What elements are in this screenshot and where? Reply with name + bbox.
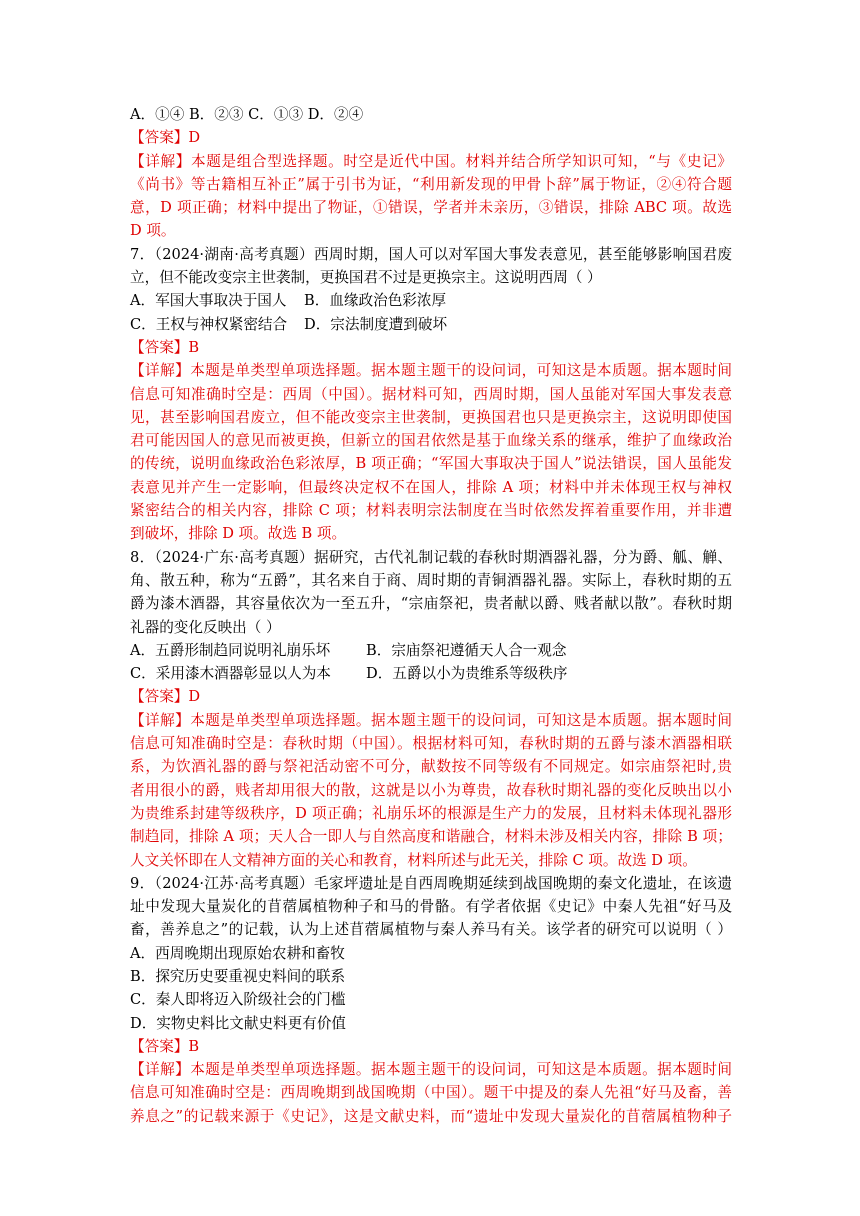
q9-detail-line: 养息之”的记载来源于《史记》，这是文献史料，而“遗址中发现大量炭化的苜蓿属植物种子: [130, 1107, 732, 1125]
q7-option-d: D．宗法制度遭到破坏: [304, 315, 448, 333]
q8-detail-line: 为贵维系封建等级秩序，D 项正确；礼崩乐坏的根源是生产力的发展，且材料未体现礼器形: [130, 804, 732, 822]
q8-options-row: [130, 662, 732, 685]
q6-detail-line: 意，D 项正确；材料中提出了物证，①错误，学者并未亲历，③错误，排除 ABC 项。故选: [130, 199, 732, 217]
q6-detail-line: 【详解】本题是组合型选择题。时空是近代中国。材料并结合所学知识可知，“与《史记》: [130, 152, 732, 170]
q9-stem-line: 址中发现大量炭化的苜蓿属植物种子和马的骨骼。有学者依据《史记》中秦人先祖“好马及: [130, 898, 732, 916]
q7-detail-line: 的传统，说明血缘政治色彩浓厚，B 项正确；“军国大事取决于国人”说法错误，国人虽能发: [130, 455, 732, 473]
q9-stem-line: 畜，善养息之”的记载，认为上述苜蓿属植物与秦人养马有关。该学者的研究可以说明（ ）: [130, 921, 732, 939]
q7-options-row: [130, 313, 732, 336]
q9-answer: 【答案】B: [130, 1037, 200, 1055]
q9-stem-line: 9．（2024·江苏·高考真题）毛家坪遗址是自西周晚期延续到战国晚期的秦文化遗址，在该遗: [130, 874, 732, 892]
q9-detail-line: 信息可知准确时空是：西周晚期到战国晚期（中国）。题干中提及的秦人先祖“好马及畜，善: [130, 1084, 732, 1102]
q8-detail-line: 系，为饮酒礼器的爵与祭祀活动密不可分，献数按不同等级有不同规定。如宗庙祭祀时,贵: [130, 758, 732, 776]
q8-detail-line: 者用很小的爵，贱者却用很大的散，这就是以小为尊贵，故春秋时期礼器的变化反映出以小: [130, 781, 732, 799]
q7-detail-line: 紧密结合的相关内容，排除 C 项；材料表明宗法制度在当时依然发挥着重要作用，并非遭: [130, 502, 732, 520]
q8-detail-line: 制趋同，排除 A 项；天人合一即人与自然高度和谐融合，材料未涉及相关内容，排除 B 项；: [130, 828, 732, 846]
q9-detail-line: 【详解】本题是单类型单项选择题。据本题主题干的设问词，可知这是本质题。据本题时间: [130, 1061, 732, 1079]
q7-stem-line: 7．（2024·湖南·高考真题）西周时期，国人可以对军国大事发表意见，甚至能够影响国君废: [130, 245, 732, 263]
q8-answer: 【答案】D: [130, 688, 201, 706]
q8-option-d: D．五爵以小为贵维系等级秩序: [366, 665, 568, 683]
q6-answer: 【答案】D: [130, 129, 201, 147]
q8-stem-line: 礼器的变化反映出（ ）: [130, 618, 281, 636]
q6-detail-line: D 项。: [130, 222, 176, 240]
q8-detail-line: 【详解】本题是单类型单项选择题。据本题主题干的设问词，可知这是本质题。据本题时间: [130, 711, 732, 729]
q7-answer: 【答案】B: [130, 338, 200, 356]
q7-stem-line: 立，但不能改变宗主世袭制，更换国君不过是更换宗主。这说明西周（ ）: [130, 269, 602, 287]
q7-detail-line: 表意见并产生一定影响，但最终决定权不在国人，排除 A 项；材料中并未体现王权与神权: [130, 478, 732, 496]
q7-detail-line: 【详解】本题是单类型单项选择题。据本题主题干的设问词，可知这是本质题。据本题时间: [130, 362, 732, 380]
q6-detail-line: 《尚书》等古籍相互补正”属于引书为证，“利用新发现的甲骨卜辞”属于物证，②④符合题: [130, 175, 732, 193]
q6-options: A．①④ B．②③ C．①③ D．②④: [130, 106, 364, 123]
q7-detail-line: 君可能因国人的意见而被更换，但新立的国君依然是基于血缘关系的继承，维护了血缘政治: [130, 432, 732, 450]
q9-option-b: B．探究历史要重视史料间的联系: [130, 967, 346, 985]
q7-option-b: B．血缘政治色彩浓厚: [304, 292, 447, 310]
document-content: [130, 103, 732, 1128]
q8-option-c: C．采用漆木酒器彰显以人为本: [130, 665, 331, 683]
q9-option-d: D．实物史料比文献史料更有价值: [130, 1014, 347, 1032]
q9-option-a: A．西周晚期出现原始农耕和畜牧: [130, 944, 345, 962]
q8-option-a: A．五爵形制趋同说明礼崩乐坏: [130, 641, 331, 659]
q8-option-b: B．宗庙祭祀遵循天人合一观念: [366, 641, 567, 659]
q7-option-a: A．军国大事取决于国人: [130, 292, 287, 310]
q8-detail-line: 信息可知准确时空是：春秋时期（中国）。根据材料可知，春秋时期的五爵与漆木酒器相联: [130, 735, 732, 753]
q7-detail-line: 到破坏，排除 D 项。故选 B 项。: [130, 525, 347, 543]
q7-detail-line: 信息可知准确时空是：西周（中国）。据材料可知，西周时期，国人虽能对军国大事发表意: [130, 385, 732, 403]
q8-stem-line: 角、散五种，称为“五爵”，其名来自于商、周时期的青铜酒器礼器。实际上，春秋时期的五: [130, 571, 732, 589]
q8-stem-line: 爵为漆木酒器，其容量依次为一至五升，“宗庙祭祀，贵者献以爵、贱者献以散”。春秋时期: [130, 595, 732, 613]
q7-options-row: [130, 289, 732, 312]
q8-detail-line: 人文关怀即在人文精神方面的关心和教育，材料所述与此无关，排除 C 项。故选 D 项。: [130, 851, 697, 869]
q8-options-row: [130, 639, 732, 662]
q7-option-c: C．王权与神权紧密结合: [130, 315, 288, 333]
q8-stem-line: 8．（2024·广东·高考真题）据研究，古代礼制记载的春秋时期酒器礼器，分为爵、觚、觯、: [130, 548, 732, 566]
q7-detail-line: 见，甚至影响国君废立，但不能改变宗主世袭制，更换国君也只是更换宗主，这说明即使国: [130, 408, 732, 426]
q9-option-c: C．秦人即将迈入阶级社会的门槛: [130, 991, 346, 1009]
